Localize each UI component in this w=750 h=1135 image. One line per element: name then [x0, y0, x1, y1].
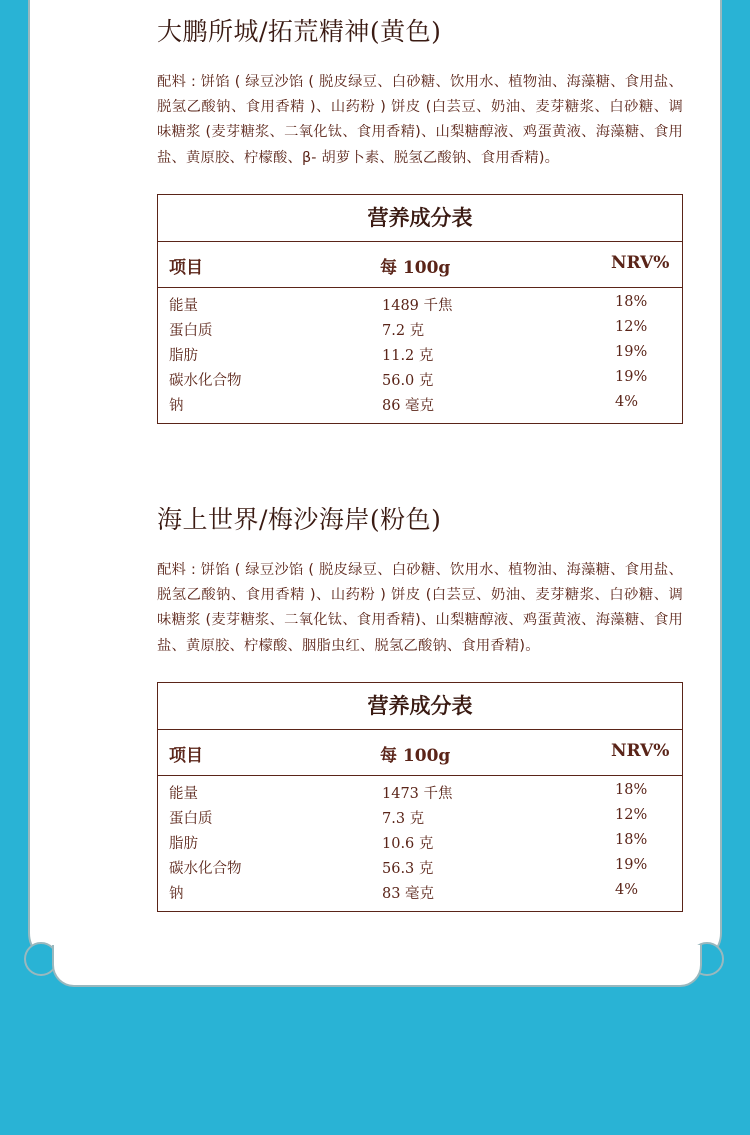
nutrient-name: 能量 [169, 785, 198, 802]
ingredients-text: 配料 : 饼馅 ( 绿豆沙馅 ( 脱皮绿豆、白砂糖、饮用水、植物油、海藻糖、食用盐、脱氢乙酸钠、食用香精 )、山药粉 ) 饼皮 (白芸豆、奶油、麦芽糖浆、白砂糖、调味糖浆 (麦芽糖浆、二氧化钛、食用香精)、山梨糖醇液、鸡蛋黄液、海藻糖、食用盐、黄原胶、柠檬酸、胭脂虫红、脱氢乙酸钠、食用香精)。 [157, 562, 683, 654]
nutrient-nrv: 18% [615, 831, 648, 848]
table-row [158, 805, 682, 830]
nutrient-name: 能量 [169, 297, 198, 314]
nutrient-amount: 1473 千焦 [382, 785, 453, 802]
nutrient-name: 钠 [169, 885, 184, 902]
nutrient-amount: 86 毫克 [382, 397, 435, 414]
table-row [158, 317, 682, 342]
header-per-100g: 每 100g [380, 257, 451, 278]
nutrient-amount: 11.2 克 [382, 347, 434, 364]
nutrient-nrv: 12% [615, 806, 648, 823]
nutrient-nrv: 4% [615, 393, 639, 410]
nutrient-amount: 56.3 克 [382, 860, 434, 877]
nutrient-name: 钠 [169, 397, 184, 414]
table-row [158, 855, 682, 880]
nutrient-nrv: 19% [615, 856, 648, 873]
nutrient-nrv: 4% [615, 881, 639, 898]
nutrition-table-title: 营养成分表 [158, 195, 682, 242]
nutrient-name: 碳水化合物 [169, 860, 242, 877]
header-per-100g: 每 100g [380, 745, 451, 766]
nutrition-table [157, 682, 683, 912]
product-title: 大鹏所城/拓荒精神(黄色) [157, 17, 442, 46]
nutrient-name: 蛋白质 [169, 810, 213, 827]
nutrition-table-title: 营养成分表 [158, 683, 682, 730]
table-row [158, 880, 682, 905]
nutrient-name: 脂肪 [169, 835, 198, 852]
nutrient-name: 蛋白质 [169, 322, 213, 339]
nutrient-nrv: 19% [615, 343, 648, 360]
product-section-yellow [157, 17, 683, 424]
product-section-pink [157, 505, 683, 912]
table-row [158, 367, 682, 392]
nutrient-nrv: 18% [615, 781, 648, 798]
header-nrv: NRV% [611, 740, 670, 761]
nutrient-name: 脂肪 [169, 347, 198, 364]
nutrient-amount: 83 毫克 [382, 885, 435, 902]
table-row [158, 830, 682, 855]
nutrition-table [157, 194, 683, 424]
nutrition-table-header [158, 242, 682, 288]
nutrition-rows [158, 776, 682, 911]
nutrition-table-header [158, 730, 682, 776]
nutrient-nrv: 12% [615, 318, 648, 335]
nutrient-amount: 56.0 克 [382, 372, 434, 389]
nutrient-amount: 10.6 克 [382, 835, 434, 852]
header-item: 项目 [169, 745, 203, 766]
nutrient-amount: 7.3 克 [382, 810, 425, 827]
nutrient-amount: 7.2 克 [382, 322, 425, 339]
header-nrv: NRV% [611, 252, 670, 273]
table-row [158, 780, 682, 805]
nutrition-rows [158, 288, 682, 423]
table-row [158, 392, 682, 417]
table-row [158, 292, 682, 317]
nutrient-nrv: 18% [615, 293, 648, 310]
nutrient-nrv: 19% [615, 368, 648, 385]
nutrient-name: 碳水化合物 [169, 372, 242, 389]
nutrient-amount: 1489 千焦 [382, 297, 453, 314]
header-item: 项目 [169, 257, 203, 278]
ingredients-text: 配料 : 饼馅 ( 绿豆沙馅 ( 脱皮绿豆、白砂糖、饮用水、植物油、海藻糖、食用盐、脱氢乙酸钠、食用香精 )、山药粉 ) 饼皮 (白芸豆、奶油、麦芽糖浆、白砂糖、调味糖浆 (麦芽糖浆、二氧化钛、食用香精)、山梨糖醇液、鸡蛋黄液、海藻糖、食用盐、黄原胶、柠檬酸、β- 胡萝卜素、脱氢乙酸钠、食用香精)。 [157, 74, 683, 166]
card-bottom-tab [52, 945, 702, 987]
product-title: 海上世界/梅沙海岸(粉色) [157, 505, 442, 534]
table-row [158, 342, 682, 367]
